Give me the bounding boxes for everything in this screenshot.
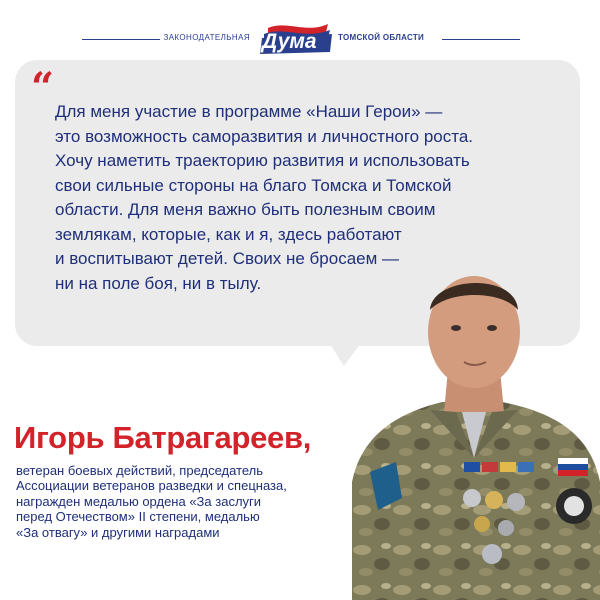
person-description <box>16 463 356 540</box>
header-left-text: ЗАКОНОДАТЕЛЬНАЯ <box>163 33 250 42</box>
header-divider-left <box>82 39 160 40</box>
description-line: Ассоциации ветеранов разведки и спецназа, <box>16 478 287 494</box>
quote-line: это возможность саморазвития и личностного роста. <box>55 126 474 146</box>
person-name: Игорь Батрагареев, <box>14 420 312 455</box>
quote-line: Для меня участие в программе «Наши Герои» — <box>55 102 443 121</box>
quote-line: свои сильные стороны на благо Томска и Томской <box>55 175 452 195</box>
quote-mark-icon: “ <box>31 64 55 111</box>
duma-logo <box>258 22 334 54</box>
quote-line: и воспитывают детей. Своих не бросаем — <box>55 249 400 268</box>
portrait-photo <box>352 262 600 600</box>
logo-word: Дума <box>262 30 317 53</box>
quote-line: ни на поле боя, ни в тылу. <box>55 273 262 293</box>
header-divider-right <box>442 39 520 40</box>
description-line: награжден медалью ордена «За заслуги <box>16 493 262 509</box>
header-right-text: ТОМСКОЙ ОБЛАСТИ <box>338 33 425 42</box>
description-line: перед Отечеством» II степени, медалью <box>16 509 260 525</box>
quote-line: землякам, которые, как и я, здесь работают <box>55 224 402 244</box>
quote-line: Хочу наметить траекторию развития и использовать <box>55 151 470 170</box>
description-line: ветеран боевых действий, председатель <box>16 463 264 478</box>
header <box>0 22 600 56</box>
quote-line: области. Для меня важно быть полезным своим <box>55 200 436 219</box>
description-line: «За отвагу» и другими наградами <box>16 524 220 540</box>
